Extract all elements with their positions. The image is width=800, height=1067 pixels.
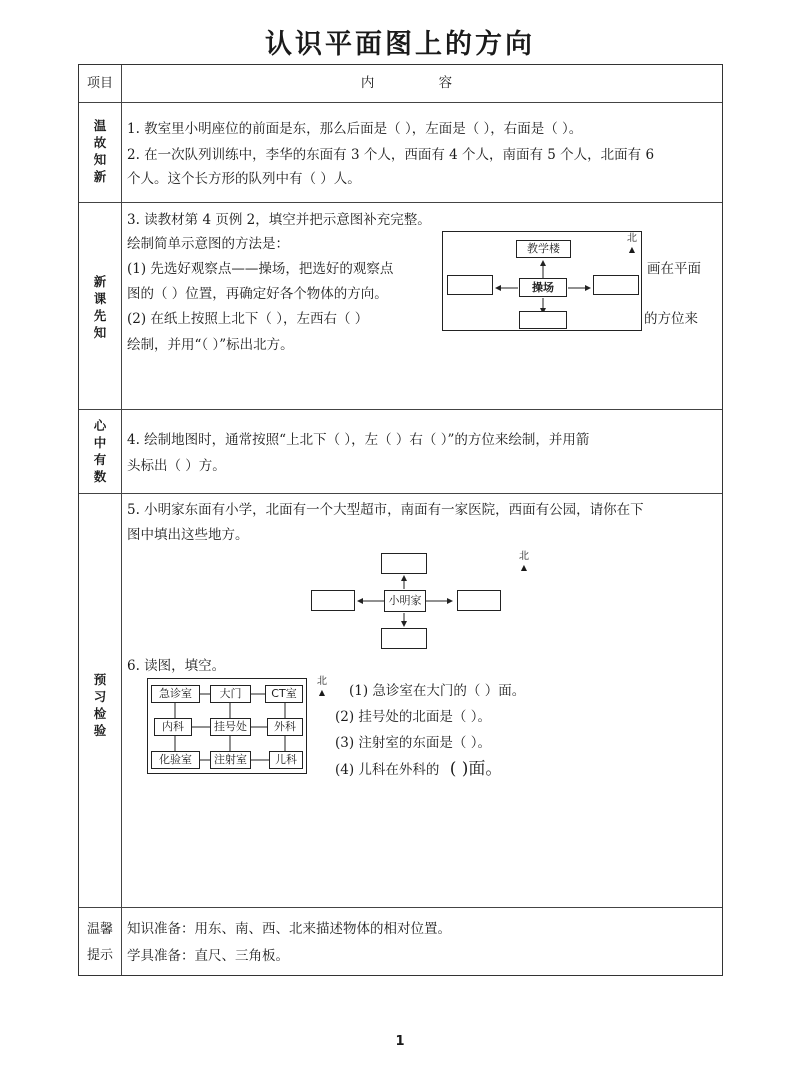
method-intro: 绘制简单示意图的方法是： [127,236,289,252]
method-step2: (2) 在纸上按照上北下（ ），左西右（ ） [127,311,369,327]
playground-box: 操场 [519,278,567,297]
question-4-line2: 头标出（ ）方。 [127,458,226,474]
room-emergency: 急诊室 [151,685,200,703]
question-6-1: (1) 急诊室在大门的（ ）面。 [349,683,526,699]
xiaoming-home-map [311,551,511,651]
tip-knowledge: 知识准备：用东、南、西、北来描述物体的相对位置。 [127,921,451,937]
question-6-4: (4) 儿科在外科的 ( )面。 [335,759,503,779]
row-divider [79,493,722,494]
page-number: 1 [395,1034,405,1049]
label-review: 温 故 知 新 [93,118,107,184]
method-step2-tail: 的方位来 [644,311,698,327]
header-item-label: 项目 [86,76,113,91]
question-6: 6. 读图，填空。 [127,658,226,674]
room-injection: 注射室 [210,751,251,769]
method-step1-cont: 图的（ ）位置，再确定好各个物体的方向。 [127,286,388,302]
blank-box-east [593,275,639,295]
room-surgery: 外科 [267,718,303,736]
teaching-building-box: 教学楼 [516,240,571,258]
header-content-label: 内 容 [360,75,483,91]
row-divider [79,202,722,203]
blank-box-west [311,590,355,611]
hospital-map [147,678,307,774]
label-check: 预 习 检 验 [93,672,107,738]
north-indicator: 北 ▲ [317,676,327,697]
north-indicator: 北 ▲ [627,233,637,254]
question-1: 1. 教室里小明座位的前面是东，那么后面是（ ），左面是（ ），右面是（ ）。 [127,121,583,137]
north-indicator: 北 ▲ [519,551,529,572]
xiaoming-home-box: 小明家 [384,590,426,612]
label-tips: 温馨 提示 [86,922,113,963]
question-2-line2: 个人。这个长方形的队列中有（ ）人。 [127,171,361,187]
playground-diagram [442,231,642,331]
row-divider [79,409,722,410]
question-5-line1: 5. 小明家东面有小学，北面有一个大型超市，南面有一家医院，西面有公园，请你在下 [127,502,644,518]
blank-box-south [519,311,567,329]
tip-tools: 学具准备：直尺、三角板。 [127,948,289,964]
room-lab: 化验室 [151,751,200,769]
room-internal-medicine: 内科 [154,718,192,736]
row-divider [79,907,722,908]
page-title: 认识平面图上的方向 [265,29,535,60]
row-divider [79,102,722,103]
method-step1-tail: 画在平面 [647,261,701,277]
room-pediatrics: 儿科 [269,751,303,769]
blank-box-north [381,553,427,574]
label-heart: 心 中 有 数 [93,418,107,484]
worksheet-table [78,64,723,976]
question-3: 3. 读教材第 4 页例 2，填空并把示意图补充完整。 [127,212,431,228]
question-2-line1: 2. 在一次队列训练中，李华的东面有 3 个人，西面有 4 个人，南面有 5 个人，北面有 6 [127,147,655,163]
question-5-line2: 图中填出这些地方。 [127,527,249,543]
blank-box-west [447,275,493,295]
blank-box-south [381,628,427,649]
method-step1: (1) 先选好观察点——操场，把选好的观察点 [127,261,394,277]
question-6-3: (3) 注射室的东面是（ ）。 [335,735,491,751]
question-4-line1: 4. 绘制地图时，通常按照“上北下（ ），左（ ）右（ ）”的方位来绘制，并用箭 [127,432,590,448]
room-main-gate: 大门 [210,685,251,703]
label-preview: 新 课 先 知 [93,274,107,340]
question-6-2: (2) 挂号处的北面是（ ）。 [335,709,491,725]
room-registration: 挂号处 [210,718,251,736]
room-ct: CT室 [265,685,303,703]
method-step2-cont: 绘制，并用“（ ）”标出北方。 [127,337,294,353]
blank-box-east [457,590,501,611]
